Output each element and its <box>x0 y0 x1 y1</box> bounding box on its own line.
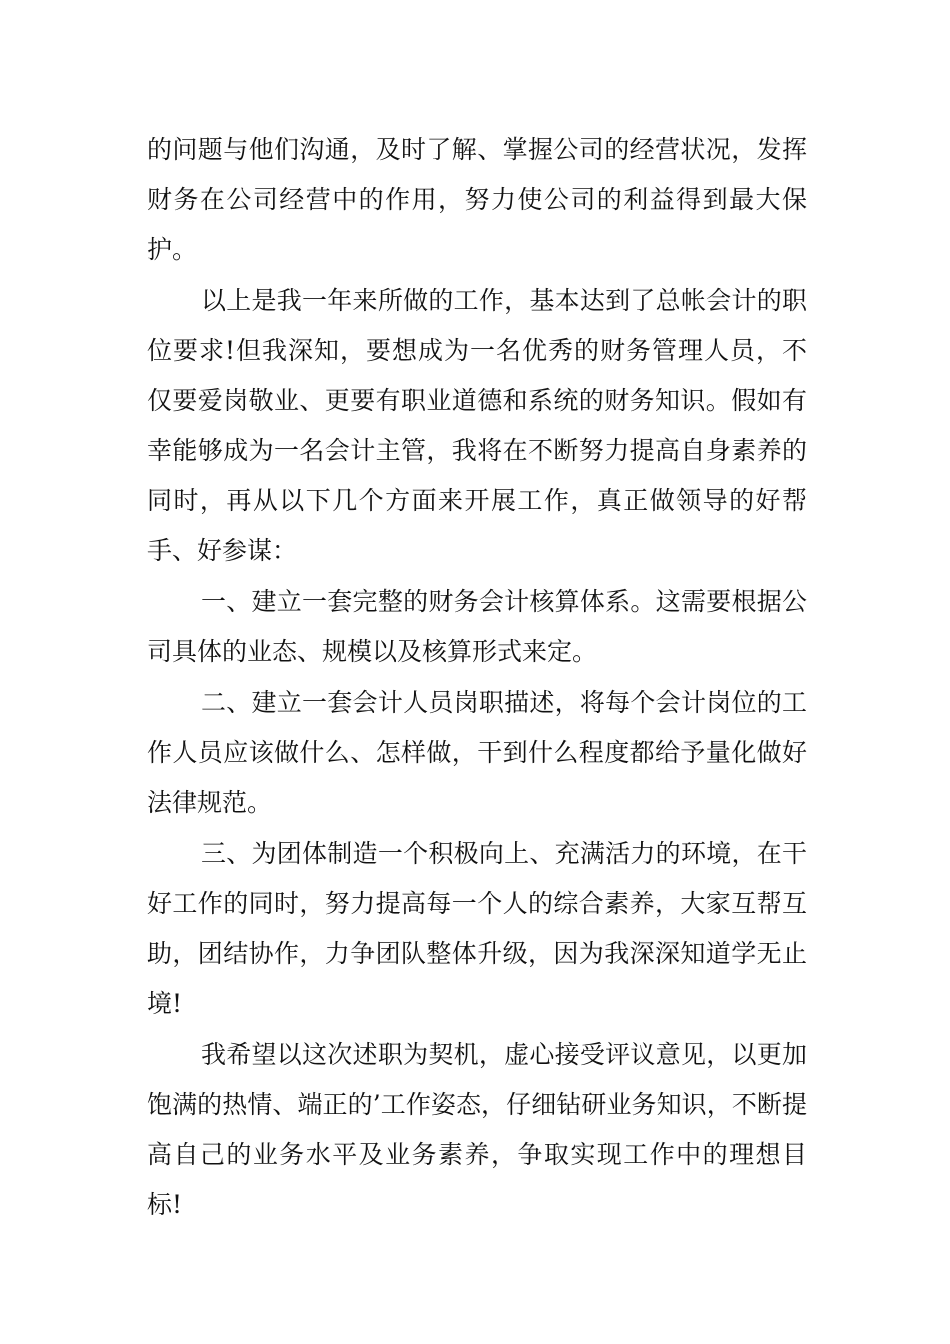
paragraph-item-3: 三、为团体制造一个积极向上、充满活力的环境，在干好工作的同时，努力提高每一个人的综合素养，大家互帮互助，团结协作，力争团队整体升级，因为我深深知道学无止境! <box>147 839 807 1018</box>
paragraph-item-2: 二、建立一套会计人员岗职描述，将每个会计岗位的工作人员应该做什么、怎样做，干到什么程度都给予量化做好法律规范。 <box>147 688 807 817</box>
document-body <box>147 125 807 1231</box>
paragraph-closing: 我希望以这次述职为契机，虚心接受评议意见，以更加饱满的热情、端正的’工作姿态，仔细钻研业务知识，不断提高自己的业务水平及业务素养，争取实现工作中的理想目标! <box>147 1040 807 1219</box>
paragraph-summary: 以上是我一年来所做的工作，基本达到了总帐会计的职位要求!但我深知，要想成为一名优秀的财务管理人员，不仅要爱岗敬业、更要有职业道德和系统的财务知识。假如有幸能够成为一名会计主管，我将在不断努力提高自身素养的同时，再从以下几个方面来开展工作，真正做领导的好帮手、好参谋： <box>147 286 807 565</box>
paragraph-continuation: 的问题与他们沟通，及时了解、掌握公司的经营状况，发挥财务在公司经营中的作用，努力使公司的利益得到最大保护。 <box>147 135 807 264</box>
paragraph-item-1: 一、建立一套完整的财务会计核算体系。这需要根据公司具体的业态、规模以及核算形式来定。 <box>147 587 807 666</box>
